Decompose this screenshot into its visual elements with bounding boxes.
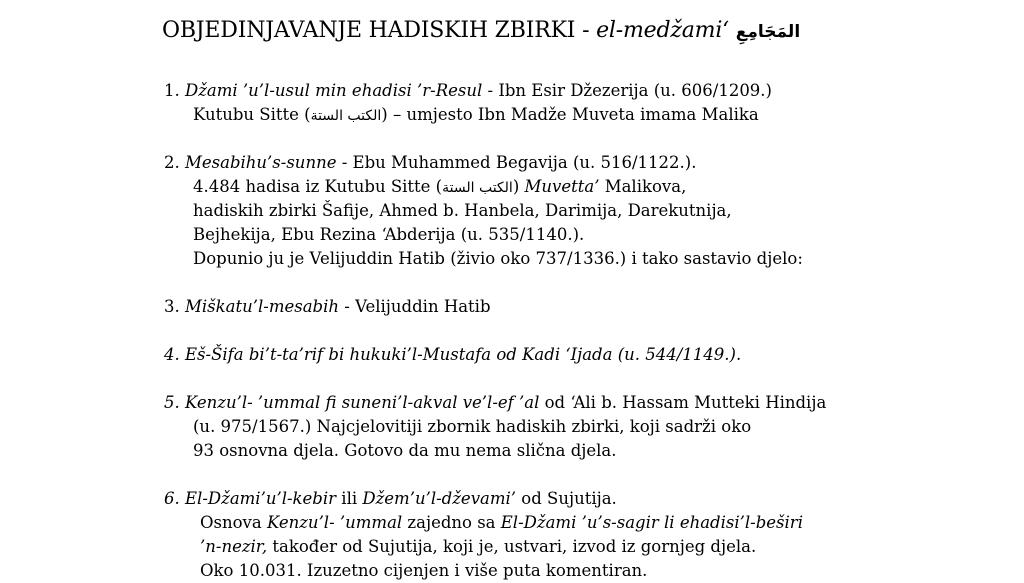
- work-title: Muvetta’: [524, 177, 600, 196]
- item-text: zajedno sa: [402, 513, 501, 532]
- item-text: - Velijuddin Hatib: [339, 297, 491, 316]
- work-title: Džami ’u’l-usul min ehadisi ’r-Resul: [185, 81, 483, 100]
- title-main: OBJEDINJAVANJE HADISKIH ZBIRKI -: [162, 18, 597, 43]
- list-item-2: [164, 151, 826, 175]
- work-title: Eš-Šifa bi’t-ta’rif bi hukuki’l-Mustafa od Kadi ‘Ijada (u. 544/1149.).: [185, 345, 742, 364]
- work-title: Kenzu’l- ’ummal fi suneni’l-akval ve’l-ef ’al: [185, 393, 540, 412]
- item-number: 4.: [164, 345, 185, 364]
- item-text: također od Sujutija, koji je, ustvari, izvod iz gornjeg djela.: [267, 537, 757, 556]
- item-text: od Sujutija.: [516, 489, 617, 508]
- work-title: El-Džami ’u’s-sagir li ehadisi’l-beširi: [500, 513, 803, 532]
- list-item-6-line-2: [164, 511, 826, 535]
- item-text: ili: [336, 489, 363, 508]
- list-item-2-line-2: [164, 175, 826, 199]
- item-number: 1.: [164, 81, 185, 100]
- work-title: Kenzu’l- ’ummal: [266, 513, 403, 532]
- list-item-5-line-2: (u. 975/1567.) Najcjelovitiji zbornik hadiskih zbirki, koji sadrži oko: [193, 417, 752, 436]
- page-title: [162, 18, 800, 43]
- arabic-text: الكتب الستة: [310, 108, 382, 124]
- hadith-collections-list: [164, 79, 826, 583]
- list-item-6-line-3: [164, 535, 826, 559]
- list-item-2-line-3: hadiskih zbirki Šafije, Ahmed b. Hanbela, Darimija, Darekutnija,: [193, 201, 732, 220]
- item-number: 2.: [164, 153, 185, 172]
- list-item-2-line-4: Bejhekija, Ebu Rezina ‘Abderija (u. 535/1140.).: [193, 225, 585, 244]
- item-text: ) – umjesto Ibn Madže Muveta imama Malika: [381, 105, 759, 124]
- work-title: Džem’u’l-dževami’: [362, 489, 517, 508]
- arabic-text: الكتب الستة: [442, 180, 513, 196]
- list-item-1: [164, 79, 826, 103]
- item-number: 5.: [164, 393, 185, 412]
- list-item-1-line-2: [164, 103, 826, 127]
- item-text: od ‘Ali b. Hassam Mutteki Hindija: [539, 393, 827, 412]
- list-item-4: [164, 343, 826, 367]
- work-title: El-Džami’u’l-kebir: [185, 489, 337, 508]
- work-title: ’n-nezir,: [200, 537, 268, 556]
- item-text: Osnova: [200, 513, 267, 532]
- list-item-5: [164, 391, 826, 415]
- list-item-3: [164, 295, 826, 319]
- item-text: ): [512, 177, 525, 196]
- list-item-6-line-4: Oko 10.031. Izuzetno cijenjen i više puta komentiran.: [200, 561, 648, 580]
- list-item-6: [164, 487, 826, 511]
- item-text: - Ibn Esir Džezerija (u. 606/1209.): [482, 81, 772, 100]
- item-text: 4.484 hadisa iz Kutubu Sitte (: [193, 177, 443, 196]
- title-subtitle: el-medžami‘: [596, 18, 729, 43]
- list-item-2-line-5: Dopunio ju je Velijuddin Hatib (živio oko 737/1336.) i tako sastavio djelo:: [193, 249, 803, 268]
- item-number: 3.: [164, 297, 185, 316]
- item-text: Kutubu Sitte (: [193, 105, 311, 124]
- work-title: Mesabihu’s-sunne: [185, 153, 337, 172]
- work-title: Miškatu’l-mesabih: [185, 297, 340, 316]
- item-number: 6.: [164, 489, 185, 508]
- item-text: Malikova,: [599, 177, 687, 196]
- list-item-5-line-3: 93 osnovna djela. Gotovo da mu nema slična djela.: [193, 441, 617, 460]
- item-text: - Ebu Muhammed Begavija (u. 516/1122.).: [336, 153, 697, 172]
- title-arabic: المَجَامِعِ: [735, 22, 801, 42]
